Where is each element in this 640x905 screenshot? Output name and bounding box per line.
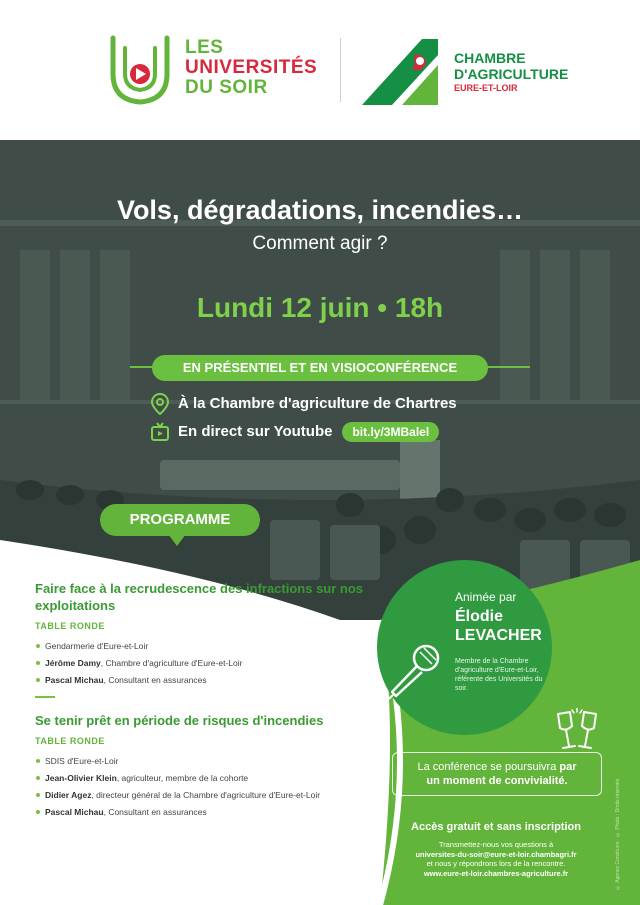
programme-badge: PROGRAMME xyxy=(100,504,260,536)
tv-icon xyxy=(150,421,170,443)
section-1-speakers xyxy=(35,641,365,686)
conviviality-strong: un moment de convivialité. xyxy=(426,775,568,787)
photo-credit: © Agence Construire · © Photo : Droits réservés xyxy=(615,778,621,890)
contact-line-1: Transmettez-nous vos questions à xyxy=(438,840,554,849)
universites-du-soir-emblem xyxy=(105,30,175,110)
conviviality-par: par xyxy=(559,761,577,773)
section-2-kicker: TABLE RONDE xyxy=(35,736,105,746)
speaker-item: SDIS d'Eure-et-Loir xyxy=(35,756,365,767)
programme-badge-tail xyxy=(168,534,186,546)
location-row xyxy=(150,392,457,416)
livestream-row xyxy=(150,420,439,444)
header xyxy=(0,0,640,140)
uds-line-1: LES xyxy=(185,37,224,58)
ca-line-2: D'AGRICULTURE xyxy=(454,66,569,82)
event-date: Lundi 12 juin • 18h xyxy=(196,292,444,323)
header-divider xyxy=(340,38,341,102)
contact-email[interactable]: universites-du-soir@eure-et-loir.chambagri.fr xyxy=(415,849,577,859)
universites-du-soir-logo xyxy=(105,30,325,110)
chambre-agriculture-logo xyxy=(362,35,602,110)
contact-website[interactable]: www.eure-et-loir.chambres-agriculture.fr xyxy=(423,868,569,878)
speaker-item: Gendarmerie d'Eure-et-Loir xyxy=(35,641,365,652)
programme-section-1 xyxy=(35,580,365,686)
universites-du-soir-wordmark xyxy=(185,38,317,98)
conviviality-text: La conférence se poursuivra xyxy=(417,761,557,773)
uds-line-3: DU SOIR xyxy=(185,77,268,98)
host-role: Membre de la Chambre d'agriculture d'Eure-et-Loir, référente des Universités du soir. xyxy=(455,658,543,692)
chambre-agriculture-wordmark xyxy=(454,50,568,94)
host-name xyxy=(455,607,542,645)
programme-list xyxy=(35,580,365,824)
youtube-link[interactable]: bit.ly/3MBalel xyxy=(342,422,439,442)
ca-line-1: CHAMBRE xyxy=(454,50,526,66)
host-first-name: Élodie xyxy=(455,608,504,625)
speaker-item: Jérôme Damy, Chambre d'agriculture d'Eure-et-Loir xyxy=(35,658,365,669)
speaker-item: Pascal Michau, Consultant en assurances xyxy=(35,675,365,686)
host-label: Animée par xyxy=(455,590,517,604)
contact-line-2: et nous y répondrons lors de la rencontre. xyxy=(426,859,566,868)
chambre-agriculture-emblem xyxy=(362,35,442,107)
location-pin-icon xyxy=(150,393,170,415)
livestream-text: En direct sur Youtube xyxy=(178,423,333,441)
section-1-title: Faire face à la recrudescence des infractions sur nos exploitations xyxy=(35,581,364,613)
event-title: Vols, dégradations, incendies… xyxy=(116,195,524,225)
section-2-title: Se tenir prêt en période de risques d'incendies xyxy=(35,713,324,728)
uds-line-2: UNIVERSITÉS xyxy=(185,57,318,78)
speaker-item: Jean-Olivier Klein, agriculteur, membre de la cohorte xyxy=(35,773,365,784)
location-text: À la Chambre d'agriculture de Chartres xyxy=(178,395,457,413)
event-subtitle: Comment agir ? xyxy=(252,233,388,254)
contact-block xyxy=(388,840,604,878)
section-separator xyxy=(35,696,55,698)
programme-section-2 xyxy=(35,712,365,818)
section-1-kicker: TABLE RONDE xyxy=(35,621,105,631)
host-last-name: LEVACHER xyxy=(455,627,542,644)
access-title: Accès gratuit et sans inscription xyxy=(411,821,581,833)
speaker-item: Didier Agez, directeur général de la Chambre d'agriculture d'Eure-et-Loir xyxy=(35,790,365,801)
speaker-item: Pascal Michau, Consultant en assurances xyxy=(35,807,365,818)
ca-line-3: EURE-ET-LOIR xyxy=(454,83,518,93)
champagne-toast-icon xyxy=(552,708,602,754)
mode-badge: EN PRÉSENTIEL ET EN VISIOCONFÉRENCE xyxy=(152,355,488,381)
section-2-speakers xyxy=(35,756,365,818)
conviviality-box xyxy=(392,752,602,796)
microphone-icon xyxy=(382,640,444,704)
